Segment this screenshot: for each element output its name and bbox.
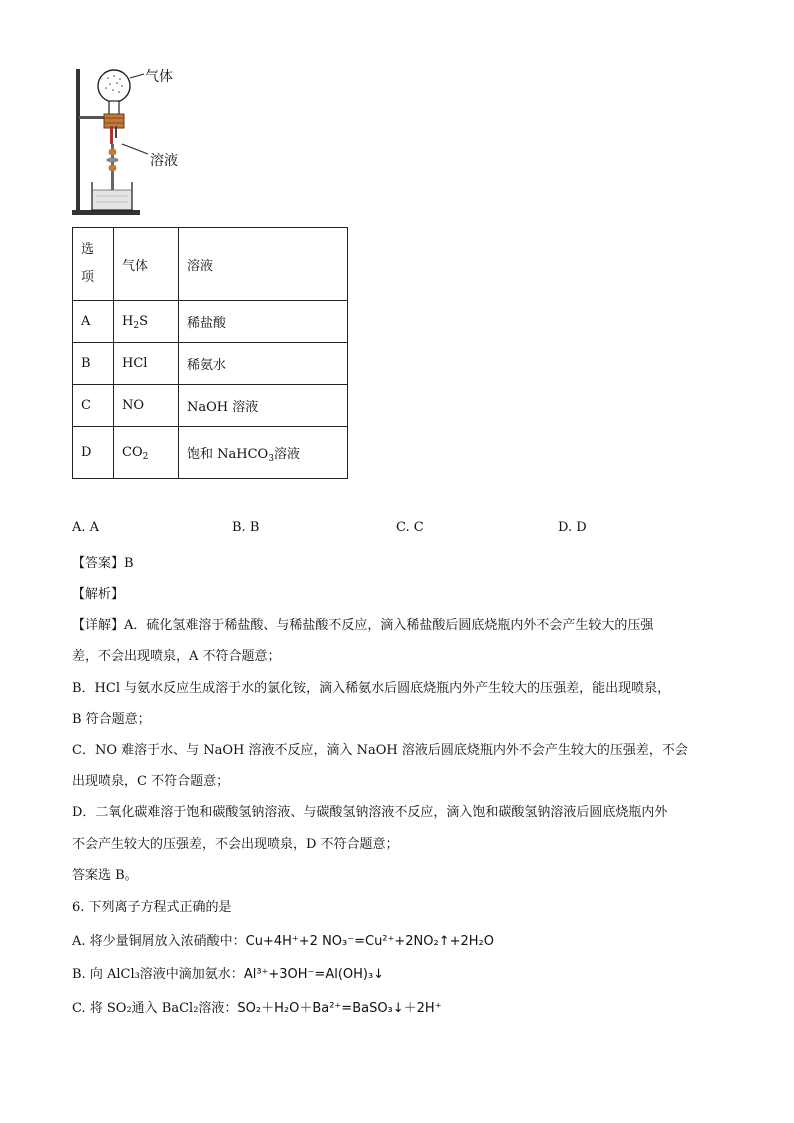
row-solution: 稀盐酸 [179, 301, 348, 343]
choice-c: C. C [396, 520, 424, 535]
equation-b: Al³⁺+3OH⁻=Al(OH)₃↓ [243, 967, 385, 982]
analysis-paragraph: B 符合题意； [72, 712, 151, 727]
option-c: C. 将 SO₂通入 BaCl₂溶液：SO₂＋H₂O＋Ba²⁺=BaSO₃↓＋2H⁺ [72, 1001, 442, 1016]
row-option: A [73, 301, 114, 343]
question-6-stem: 6. 下列离子方程式正确的是 [72, 900, 232, 915]
analysis-paragraph: 不会产生较大的压强差，不会出现喷泉，D 不符合题意； [72, 837, 399, 852]
figure-gas-label: 气体 [145, 69, 173, 85]
analysis-paragraph: 【详解】A．硫化氢难溶于稀盐酸、与稀盐酸不反应，滴入稀盐酸后圆底烧瓶内外不会产生较大的压强 [72, 618, 654, 633]
table-row [73, 427, 348, 479]
options-table [72, 227, 348, 479]
table-row [73, 301, 348, 343]
equation-a: Cu+4H⁺+2 NO₃⁻=Cu²⁺+2NO₂↑+2H₂O [245, 934, 494, 949]
figure-solution-label: 溶液 [150, 153, 178, 169]
table-header-row [73, 228, 348, 301]
header-solution: 溶液 [179, 228, 348, 301]
row-solution: 饱和 NaHCO$_3$溶液 [179, 427, 348, 479]
analysis-paragraph: B．HCl 与氨水反应生成溶于水的氯化铵，滴入稀氨水后圆底烧瓶内外产生较大的压强差，能出现喷泉， [72, 681, 671, 696]
choice-d: D. D [558, 520, 587, 535]
analysis-paragraph: 差，不会出现喷泉，A 不符合题意； [72, 649, 281, 664]
analysis-conclusion: 答案选 B。 [72, 868, 138, 883]
analysis-paragraph: C．NO 难溶于水、与 NaOH 溶液不反应，滴入 NaOH 溶液后圆底烧瓶内外不会产生较大的压强差，不会 [72, 743, 688, 758]
option-b: B. 向 AlCl₃溶液中滴加氨水：Al³⁺+3OH⁻=Al(OH)₃↓ [72, 967, 385, 982]
analysis-title: 【解析】 [72, 587, 125, 602]
option-a: A. 将少量铜屑放入浓硝酸中：Cu+4H⁺+2 NO₃⁻=Cu²⁺+2NO₂↑+2H₂O [72, 934, 494, 949]
table-row [73, 343, 348, 385]
fountain-apparatus-figure [66, 64, 196, 220]
row-solution: NaOH 溶液 [179, 385, 348, 427]
row-gas: NO [114, 385, 179, 427]
row-option: C [73, 385, 114, 427]
header-option: 选项 [73, 228, 114, 301]
row-option: B [73, 343, 114, 385]
choice-a: A. A [72, 520, 100, 535]
header-gas: 气体 [114, 228, 179, 301]
row-gas: HCl [114, 343, 179, 385]
analysis-paragraph: D．二氧化碳难溶于饱和碳酸氢钠溶液、与碳酸氢钠溶液不反应，滴入饱和碳酸氢钠溶液后圆底烧瓶内外 [72, 805, 668, 820]
answer-line: 【答案】B [72, 556, 134, 571]
analysis-paragraph: 出现喷泉，C 不符合题意； [72, 774, 230, 789]
table-row [73, 385, 348, 427]
row-gas: $H_2S$ [114, 301, 179, 343]
row-solution: 稀氨水 [179, 343, 348, 385]
row-option: D [73, 427, 114, 479]
equation-c: SO₂＋H₂O＋Ba²⁺=BaSO₃↓＋2H⁺ [237, 1001, 442, 1016]
choice-b: B. B [232, 520, 260, 535]
row-gas: $CO_2$ [114, 427, 179, 479]
